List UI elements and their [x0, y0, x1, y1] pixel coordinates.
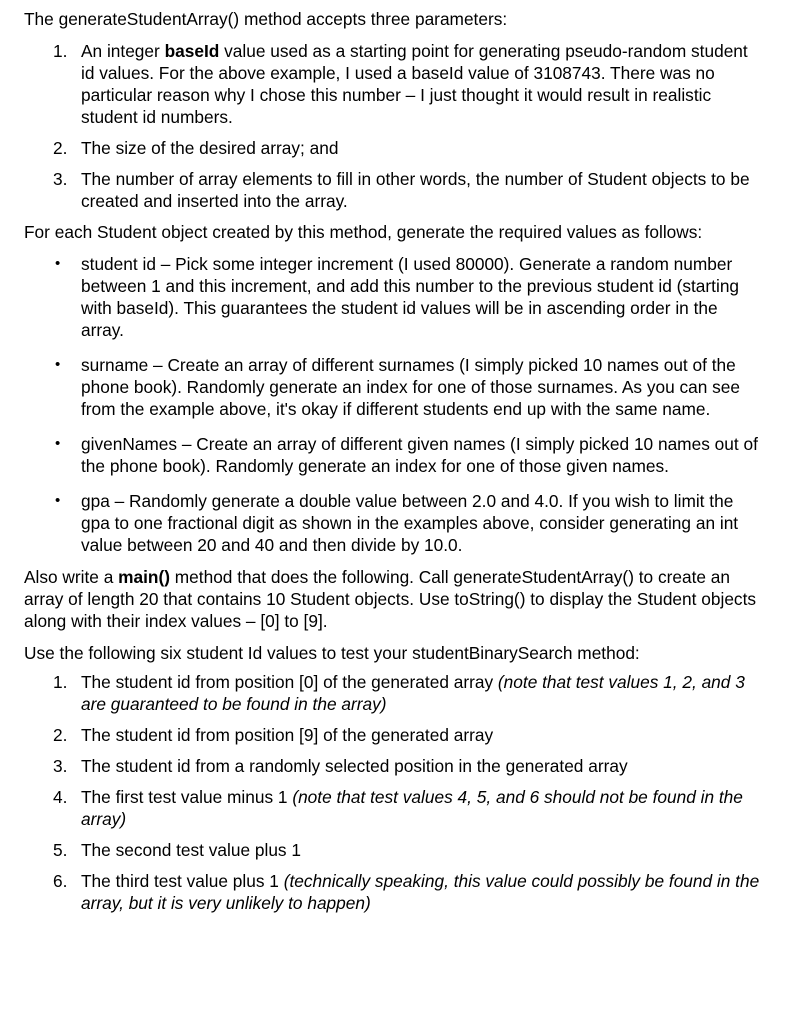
- italic-note: (technically speaking, this value could possibly be found in the array, but it is very unlikely to happen): [81, 871, 760, 913]
- list-item: 6. The third test value plus 1 (technically speaking, this value could possibly be found in the array, but it is very unlikely to happen): [53, 871, 760, 913]
- bold-term: main(): [118, 567, 170, 587]
- list-number: 3.: [53, 169, 68, 189]
- list-number: 1.: [53, 41, 68, 61]
- italic-note: (note that test values 4, 5, and 6 should not be found in the array): [81, 787, 743, 829]
- list-item: 2. The size of the desired array; and: [53, 138, 339, 158]
- list-item: 2. The student id from position [9] of the generated array: [53, 725, 494, 745]
- test-values-list: [24, 671, 763, 914]
- list-item: 3. The number of array elements to fill in other words, the number of Student objects to be created and inserted into the array.: [53, 169, 750, 211]
- main-method-paragraph: Also write a main() method that does the following. Call generateStudentArray() to create an array of length 20 that contains 10 Student objects. Use toString() to display the Student objects along with their index values – [0] to [9].: [24, 567, 757, 631]
- list-number: 5.: [53, 840, 68, 860]
- bullet-icon: •: [55, 356, 61, 373]
- list-number: 2.: [53, 725, 68, 745]
- list-item: 1. The student id from position [0] of the generated array (note that test values 1, 2, and 3 are guaranteed to be found in the array): [53, 672, 745, 714]
- list-number: 6.: [53, 871, 68, 891]
- list-number: 3.: [53, 756, 68, 776]
- list-number: 1.: [53, 672, 68, 692]
- field-bullet-list: [24, 253, 763, 556]
- intro-paragraph: The generateStudentArray() method accepts three parameters:: [24, 9, 508, 29]
- italic-note: (note that test values 1, 2, and 3 are guaranteed to be found in the array): [81, 672, 745, 714]
- list-item: • givenNames – Create an array of different given names (I simply picked 10 names out of the phone book). Randomly generate an index for one of those given names.: [55, 434, 758, 476]
- bullet-icon: •: [55, 255, 61, 272]
- for-each-paragraph: For each Student object created by this method, generate the required values as follows:: [24, 222, 703, 242]
- list-item: 5. The second test value plus 1: [53, 840, 301, 860]
- list-item: 3. The student id from a randomly selected position in the generated array: [53, 756, 628, 776]
- list-item: • surname – Create an array of different surnames (I simply picked 10 names out of the phone book). Randomly generate an index for one of those surnames. As you can see from the example above, it's okay if different students end up with the same name.: [55, 355, 741, 419]
- bullet-icon: •: [55, 492, 61, 509]
- bullet-icon: •: [55, 435, 61, 452]
- list-number: 2.: [53, 138, 68, 158]
- list-item: • student id – Pick some integer increment (I used 80000). Generate a random number between 1 and this increment, and add this number to the previous student id (starting with baseId). This guarantees the student id values will be in ascending order in the array.: [55, 254, 740, 340]
- parameters-list: [24, 40, 763, 212]
- tests-intro-paragraph: Use the following six student Id values to test your studentBinarySearch method:: [24, 643, 640, 663]
- list-item: 1. An integer baseId value used as a starting point for generating pseudo-random student id values. For the above example, I used a baseId value of 3108743. There was no particular reason why I chose this number – I just thought it would result in realistic student id numbers.: [53, 41, 748, 127]
- list-number: 4.: [53, 787, 68, 807]
- list-item: 4. The first test value minus 1 (note that test values 4, 5, and 6 should not be found in the array): [53, 787, 743, 829]
- bold-term: baseId: [164, 41, 220, 61]
- list-item: • gpa – Randomly generate a double value between 2.0 and 4.0. If you wish to limit the gpa to one fractional digit as shown in the examples above, consider generating an int value between 20 and 40 and then divide by 10.0.: [55, 491, 739, 555]
